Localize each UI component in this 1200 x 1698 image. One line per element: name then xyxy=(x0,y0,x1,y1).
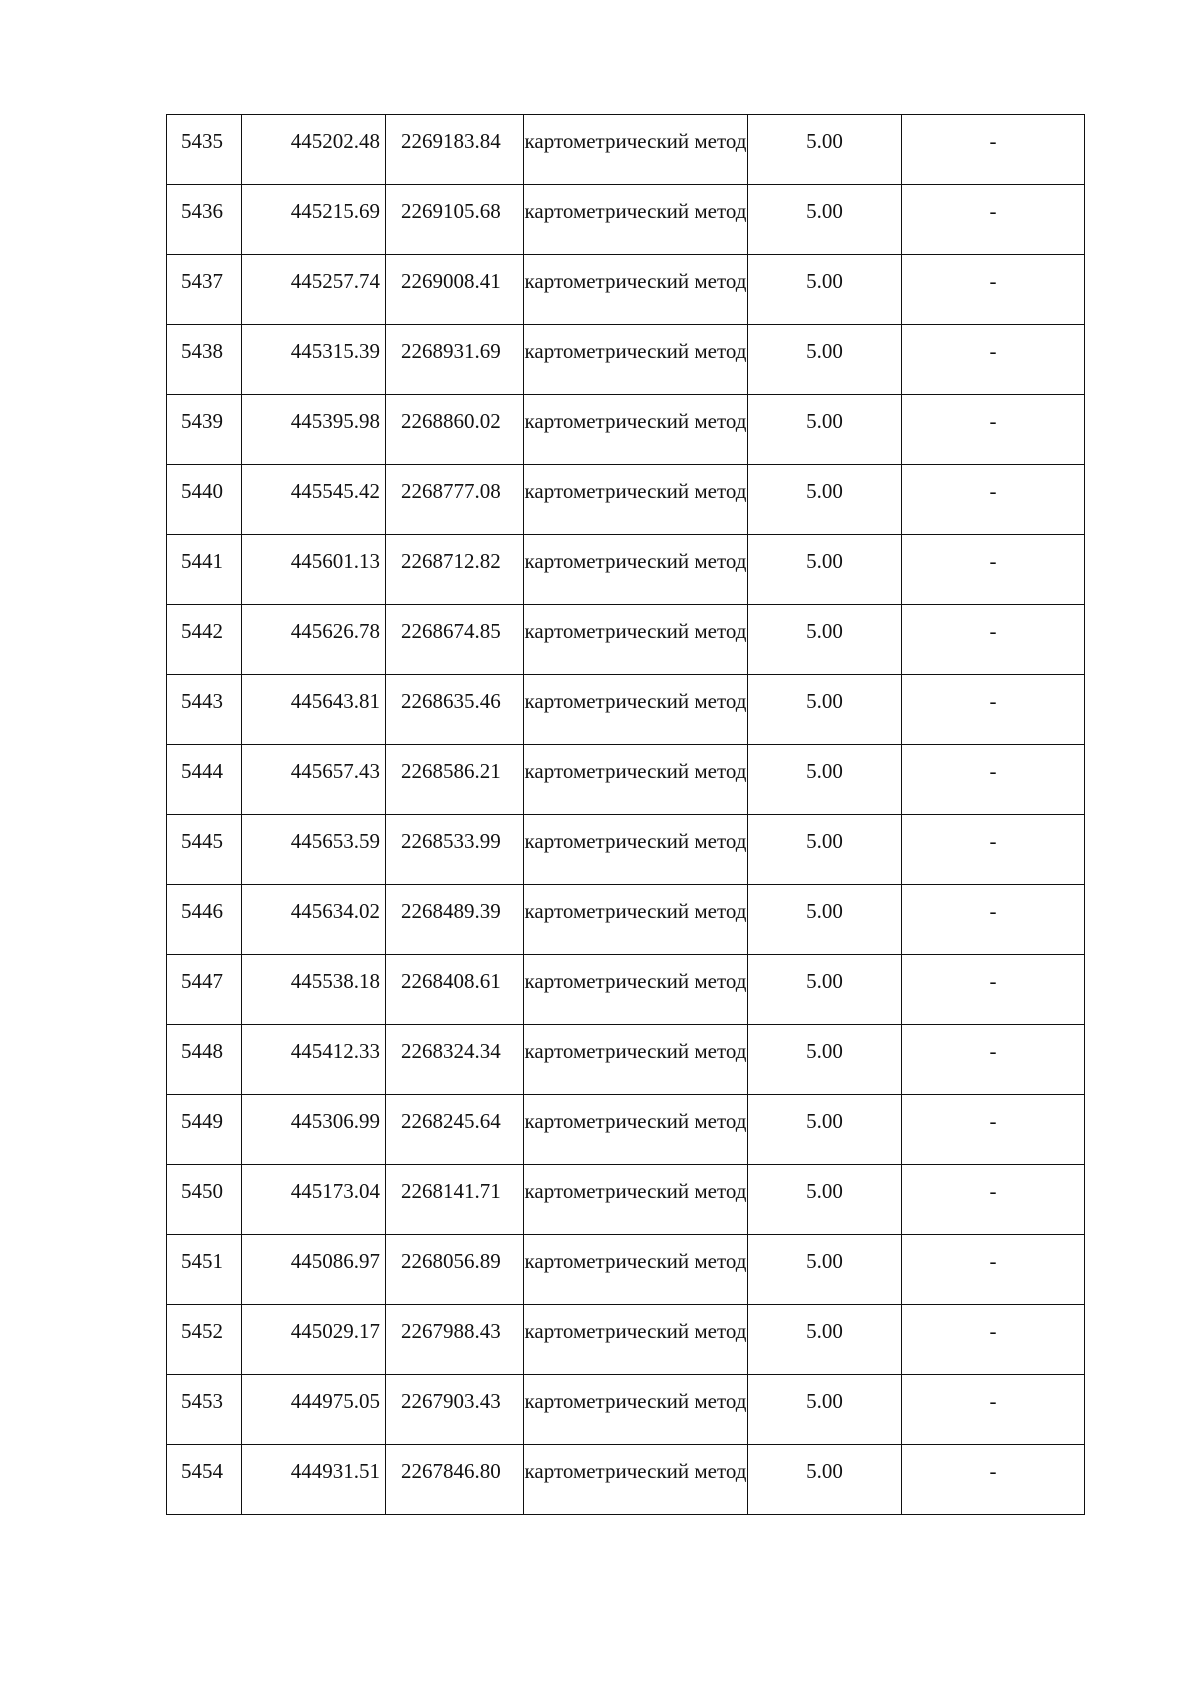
x-coordinate-text: 445538.18 xyxy=(290,969,380,993)
description-cell xyxy=(902,1025,1085,1095)
accuracy-text: 5.00 xyxy=(806,409,843,433)
y-coordinate-cell xyxy=(386,605,524,675)
y-coordinate-text: 2268635.46 xyxy=(401,689,501,713)
point-number-cell xyxy=(167,1095,242,1165)
method-cell xyxy=(524,1375,748,1445)
method-cell xyxy=(524,955,748,1025)
x-coordinate-cell xyxy=(242,815,386,885)
y-coordinate-text: 2268489.39 xyxy=(401,899,501,923)
y-coordinate-text: 2267988.43 xyxy=(401,1319,501,1343)
point-number-text: 5451 xyxy=(181,1249,223,1273)
y-coordinate-text: 2268586.21 xyxy=(401,759,501,783)
method-text: картометрический метод xyxy=(524,1039,747,1063)
y-coordinate-cell xyxy=(386,885,524,955)
accuracy-text: 5.00 xyxy=(806,479,843,503)
method-cell xyxy=(524,395,748,465)
accuracy-cell xyxy=(748,465,902,535)
x-coordinate-text: 445634.02 xyxy=(290,899,380,923)
method-text: картометрический метод xyxy=(524,409,747,433)
accuracy-cell xyxy=(748,1025,902,1095)
method-text: картометрический метод xyxy=(524,829,747,853)
point-number-cell xyxy=(167,535,242,605)
accuracy-cell xyxy=(748,815,902,885)
table-row xyxy=(167,1305,1085,1375)
accuracy-text: 5.00 xyxy=(806,199,843,223)
point-number-cell xyxy=(167,885,242,955)
method-text: картометрический метод xyxy=(524,689,747,713)
accuracy-text: 5.00 xyxy=(806,619,843,643)
x-coordinate-cell xyxy=(242,325,386,395)
description-cell xyxy=(902,255,1085,325)
point-number-text: 5437 xyxy=(181,269,223,293)
y-coordinate-cell xyxy=(386,325,524,395)
x-coordinate-cell xyxy=(242,1165,386,1235)
y-coordinate-cell xyxy=(386,1445,524,1515)
table-row xyxy=(167,395,1085,465)
y-coordinate-cell xyxy=(386,955,524,1025)
description-text: - xyxy=(989,619,997,643)
description-text: - xyxy=(989,479,997,503)
method-text: картометрический метод xyxy=(524,269,747,293)
y-coordinate-text: 2268408.61 xyxy=(401,969,501,993)
table-row xyxy=(167,465,1085,535)
point-number-text: 5447 xyxy=(181,969,223,993)
method-cell xyxy=(524,185,748,255)
y-coordinate-text: 2269105.68 xyxy=(401,199,501,223)
accuracy-text: 5.00 xyxy=(806,129,843,153)
y-coordinate-text: 2269183.84 xyxy=(401,129,501,153)
description-text: - xyxy=(989,339,997,363)
accuracy-text: 5.00 xyxy=(806,1319,843,1343)
point-number-cell xyxy=(167,465,242,535)
x-coordinate-cell xyxy=(242,605,386,675)
description-cell xyxy=(902,115,1085,185)
method-text: картометрический метод xyxy=(524,1319,747,1343)
method-cell xyxy=(524,815,748,885)
accuracy-cell xyxy=(748,955,902,1025)
x-coordinate-cell xyxy=(242,185,386,255)
point-number-text: 5449 xyxy=(181,1109,223,1133)
x-coordinate-text: 445412.33 xyxy=(290,1039,380,1063)
y-coordinate-cell xyxy=(386,255,524,325)
y-coordinate-text: 2268056.89 xyxy=(401,1249,501,1273)
point-number-text: 5440 xyxy=(181,479,223,503)
description-text: - xyxy=(989,129,997,153)
accuracy-text: 5.00 xyxy=(806,759,843,783)
accuracy-text: 5.00 xyxy=(806,1039,843,1063)
table-row xyxy=(167,815,1085,885)
description-cell xyxy=(902,745,1085,815)
x-coordinate-text: 445315.39 xyxy=(290,339,380,363)
y-coordinate-cell xyxy=(386,1025,524,1095)
point-number-text: 5445 xyxy=(181,829,223,853)
accuracy-text: 5.00 xyxy=(806,1109,843,1133)
point-number-text: 5454 xyxy=(181,1459,223,1483)
x-coordinate-text: 445395.98 xyxy=(290,409,380,433)
x-coordinate-cell xyxy=(242,465,386,535)
description-text: - xyxy=(989,1179,997,1203)
y-coordinate-cell xyxy=(386,535,524,605)
y-coordinate-cell xyxy=(386,745,524,815)
x-coordinate-cell xyxy=(242,885,386,955)
x-coordinate-text: 445643.81 xyxy=(290,689,380,713)
method-text: картометрический метод xyxy=(524,479,747,503)
method-text: картометрический метод xyxy=(524,1179,747,1203)
description-text: - xyxy=(989,269,997,293)
y-coordinate-cell xyxy=(386,1235,524,1305)
x-coordinate-cell xyxy=(242,1025,386,1095)
x-coordinate-cell xyxy=(242,1095,386,1165)
accuracy-text: 5.00 xyxy=(806,899,843,923)
x-coordinate-text: 444975.05 xyxy=(290,1389,380,1413)
accuracy-cell xyxy=(748,325,902,395)
x-coordinate-text: 445029.17 xyxy=(290,1319,380,1343)
point-number-cell xyxy=(167,605,242,675)
accuracy-text: 5.00 xyxy=(806,549,843,573)
table-row xyxy=(167,115,1085,185)
accuracy-cell xyxy=(748,1305,902,1375)
point-number-cell xyxy=(167,255,242,325)
accuracy-cell xyxy=(748,885,902,955)
accuracy-text: 5.00 xyxy=(806,1249,843,1273)
method-cell xyxy=(524,1165,748,1235)
point-number-text: 5441 xyxy=(181,549,223,573)
x-coordinate-cell xyxy=(242,1305,386,1375)
accuracy-cell xyxy=(748,745,902,815)
accuracy-text: 5.00 xyxy=(806,689,843,713)
x-coordinate-text: 445173.04 xyxy=(290,1179,380,1203)
description-cell xyxy=(902,535,1085,605)
accuracy-text: 5.00 xyxy=(806,1179,843,1203)
method-cell xyxy=(524,745,748,815)
x-coordinate-text: 445653.59 xyxy=(290,829,380,853)
point-number-text: 5438 xyxy=(181,339,223,363)
description-cell xyxy=(902,815,1085,885)
description-text: - xyxy=(989,899,997,923)
y-coordinate-cell xyxy=(386,1305,524,1375)
accuracy-text: 5.00 xyxy=(806,1459,843,1483)
y-coordinate-text: 2267903.43 xyxy=(401,1389,501,1413)
y-coordinate-cell xyxy=(386,675,524,745)
x-coordinate-text: 445202.48 xyxy=(290,129,380,153)
table-row xyxy=(167,1235,1085,1305)
y-coordinate-cell xyxy=(386,395,524,465)
table-row xyxy=(167,1445,1085,1515)
method-text: картометрический метод xyxy=(524,1109,747,1133)
description-text: - xyxy=(989,1459,997,1483)
x-coordinate-cell xyxy=(242,1235,386,1305)
method-text: картометрический метод xyxy=(524,1389,747,1413)
point-number-text: 5452 xyxy=(181,1319,223,1343)
table-row xyxy=(167,325,1085,395)
description-text: - xyxy=(989,759,997,783)
y-coordinate-text: 2268674.85 xyxy=(401,619,501,643)
description-cell xyxy=(902,1445,1085,1515)
point-number-text: 5435 xyxy=(181,129,223,153)
point-number-cell xyxy=(167,745,242,815)
accuracy-cell xyxy=(748,675,902,745)
table-row xyxy=(167,185,1085,255)
y-coordinate-text: 2268245.64 xyxy=(401,1109,501,1133)
accuracy-cell xyxy=(748,1445,902,1515)
x-coordinate-cell xyxy=(242,1445,386,1515)
method-text: картометрический метод xyxy=(524,759,747,783)
y-coordinate-text: 2268324.34 xyxy=(401,1039,501,1063)
method-cell xyxy=(524,255,748,325)
method-cell xyxy=(524,675,748,745)
description-cell xyxy=(902,1165,1085,1235)
method-text: картометрический метод xyxy=(524,969,747,993)
y-coordinate-cell xyxy=(386,465,524,535)
x-coordinate-cell xyxy=(242,395,386,465)
table-row xyxy=(167,885,1085,955)
table-row xyxy=(167,1025,1085,1095)
accuracy-cell xyxy=(748,605,902,675)
table-row xyxy=(167,1165,1085,1235)
x-coordinate-text: 445306.99 xyxy=(290,1109,380,1133)
table-row xyxy=(167,605,1085,675)
accuracy-cell xyxy=(748,535,902,605)
accuracy-cell xyxy=(748,395,902,465)
x-coordinate-text: 445601.13 xyxy=(290,549,380,573)
point-number-text: 5443 xyxy=(181,689,223,713)
y-coordinate-text: 2267846.80 xyxy=(401,1459,501,1483)
description-text: - xyxy=(989,1249,997,1273)
point-number-text: 5442 xyxy=(181,619,223,643)
table-row xyxy=(167,535,1085,605)
point-number-cell xyxy=(167,1375,242,1445)
method-cell xyxy=(524,605,748,675)
description-cell xyxy=(902,605,1085,675)
point-number-cell xyxy=(167,115,242,185)
accuracy-cell xyxy=(748,255,902,325)
method-cell xyxy=(524,465,748,535)
point-number-cell xyxy=(167,185,242,255)
y-coordinate-cell xyxy=(386,1095,524,1165)
y-coordinate-text: 2268931.69 xyxy=(401,339,501,363)
x-coordinate-cell xyxy=(242,955,386,1025)
point-number-cell xyxy=(167,1165,242,1235)
description-cell xyxy=(902,1235,1085,1305)
x-coordinate-cell xyxy=(242,675,386,745)
point-number-cell xyxy=(167,325,242,395)
method-cell xyxy=(524,115,748,185)
description-cell xyxy=(902,955,1085,1025)
accuracy-text: 5.00 xyxy=(806,269,843,293)
accuracy-cell xyxy=(748,185,902,255)
accuracy-cell xyxy=(748,1095,902,1165)
method-cell xyxy=(524,1305,748,1375)
accuracy-cell xyxy=(748,1375,902,1445)
table-row xyxy=(167,1375,1085,1445)
accuracy-cell xyxy=(748,1235,902,1305)
table-row xyxy=(167,675,1085,745)
point-number-text: 5436 xyxy=(181,199,223,223)
point-number-cell xyxy=(167,395,242,465)
description-cell xyxy=(902,1095,1085,1165)
method-text: картометрический метод xyxy=(524,129,747,153)
description-cell xyxy=(902,395,1085,465)
x-coordinate-cell xyxy=(242,1375,386,1445)
y-coordinate-cell xyxy=(386,1375,524,1445)
method-text: картометрический метод xyxy=(524,339,747,363)
y-coordinate-cell xyxy=(386,185,524,255)
coordinates-table xyxy=(166,114,1085,1515)
method-cell xyxy=(524,1445,748,1515)
method-cell xyxy=(524,1025,748,1095)
y-coordinate-cell xyxy=(386,815,524,885)
table-row xyxy=(167,955,1085,1025)
description-text: - xyxy=(989,969,997,993)
x-coordinate-text: 445657.43 xyxy=(290,759,380,783)
description-text: - xyxy=(989,829,997,853)
x-coordinate-cell xyxy=(242,255,386,325)
accuracy-cell xyxy=(748,115,902,185)
point-number-cell xyxy=(167,815,242,885)
description-cell xyxy=(902,185,1085,255)
method-text: картометрический метод xyxy=(524,199,747,223)
method-text: картометрический метод xyxy=(524,1249,747,1273)
point-number-text: 5439 xyxy=(181,409,223,433)
description-cell xyxy=(902,325,1085,395)
method-cell xyxy=(524,1095,748,1165)
x-coordinate-text: 445626.78 xyxy=(290,619,380,643)
point-number-text: 5448 xyxy=(181,1039,223,1063)
accuracy-cell xyxy=(748,1165,902,1235)
x-coordinate-text: 445086.97 xyxy=(290,1249,380,1273)
point-number-cell xyxy=(167,955,242,1025)
table-row xyxy=(167,745,1085,815)
accuracy-text: 5.00 xyxy=(806,829,843,853)
y-coordinate-cell xyxy=(386,115,524,185)
point-number-text: 5444 xyxy=(181,759,223,783)
method-cell xyxy=(524,325,748,395)
description-text: - xyxy=(989,1319,997,1343)
description-cell xyxy=(902,1375,1085,1445)
accuracy-text: 5.00 xyxy=(806,339,843,363)
method-text: картометрический метод xyxy=(524,1459,747,1483)
description-text: - xyxy=(989,689,997,713)
description-text: - xyxy=(989,1389,997,1413)
description-text: - xyxy=(989,199,997,223)
method-cell xyxy=(524,535,748,605)
description-cell xyxy=(902,885,1085,955)
method-text: картометрический метод xyxy=(524,619,747,643)
description-cell xyxy=(902,1305,1085,1375)
point-number-text: 5450 xyxy=(181,1179,223,1203)
method-cell xyxy=(524,1235,748,1305)
description-text: - xyxy=(989,1039,997,1063)
y-coordinate-cell xyxy=(386,1165,524,1235)
x-coordinate-text: 445545.42 xyxy=(290,479,380,503)
x-coordinate-text: 445215.69 xyxy=(290,199,380,223)
table-row xyxy=(167,1095,1085,1165)
x-coordinate-text: 444931.51 xyxy=(290,1459,380,1483)
point-number-cell xyxy=(167,1025,242,1095)
y-coordinate-text: 2269008.41 xyxy=(401,269,501,293)
description-text: - xyxy=(989,1109,997,1133)
x-coordinate-cell xyxy=(242,745,386,815)
point-number-text: 5446 xyxy=(181,899,223,923)
description-cell xyxy=(902,675,1085,745)
description-text: - xyxy=(989,409,997,433)
method-cell xyxy=(524,885,748,955)
point-number-cell xyxy=(167,675,242,745)
table-row xyxy=(167,255,1085,325)
point-number-cell xyxy=(167,1305,242,1375)
y-coordinate-text: 2268860.02 xyxy=(401,409,501,433)
x-coordinate-cell xyxy=(242,535,386,605)
point-number-text: 5453 xyxy=(181,1389,223,1413)
y-coordinate-text: 2268533.99 xyxy=(401,829,501,853)
description-cell xyxy=(902,465,1085,535)
accuracy-text: 5.00 xyxy=(806,969,843,993)
coordinates-table-body xyxy=(167,115,1085,1515)
point-number-cell xyxy=(167,1445,242,1515)
y-coordinate-text: 2268712.82 xyxy=(401,549,501,573)
accuracy-text: 5.00 xyxy=(806,1389,843,1413)
x-coordinate-text: 445257.74 xyxy=(290,269,380,293)
method-text: картометрический метод xyxy=(524,549,747,573)
y-coordinate-text: 2268777.08 xyxy=(401,479,501,503)
x-coordinate-cell xyxy=(242,115,386,185)
y-coordinate-text: 2268141.71 xyxy=(401,1179,501,1203)
method-text: картометрический метод xyxy=(524,899,747,923)
description-text: - xyxy=(989,549,997,573)
point-number-cell xyxy=(167,1235,242,1305)
